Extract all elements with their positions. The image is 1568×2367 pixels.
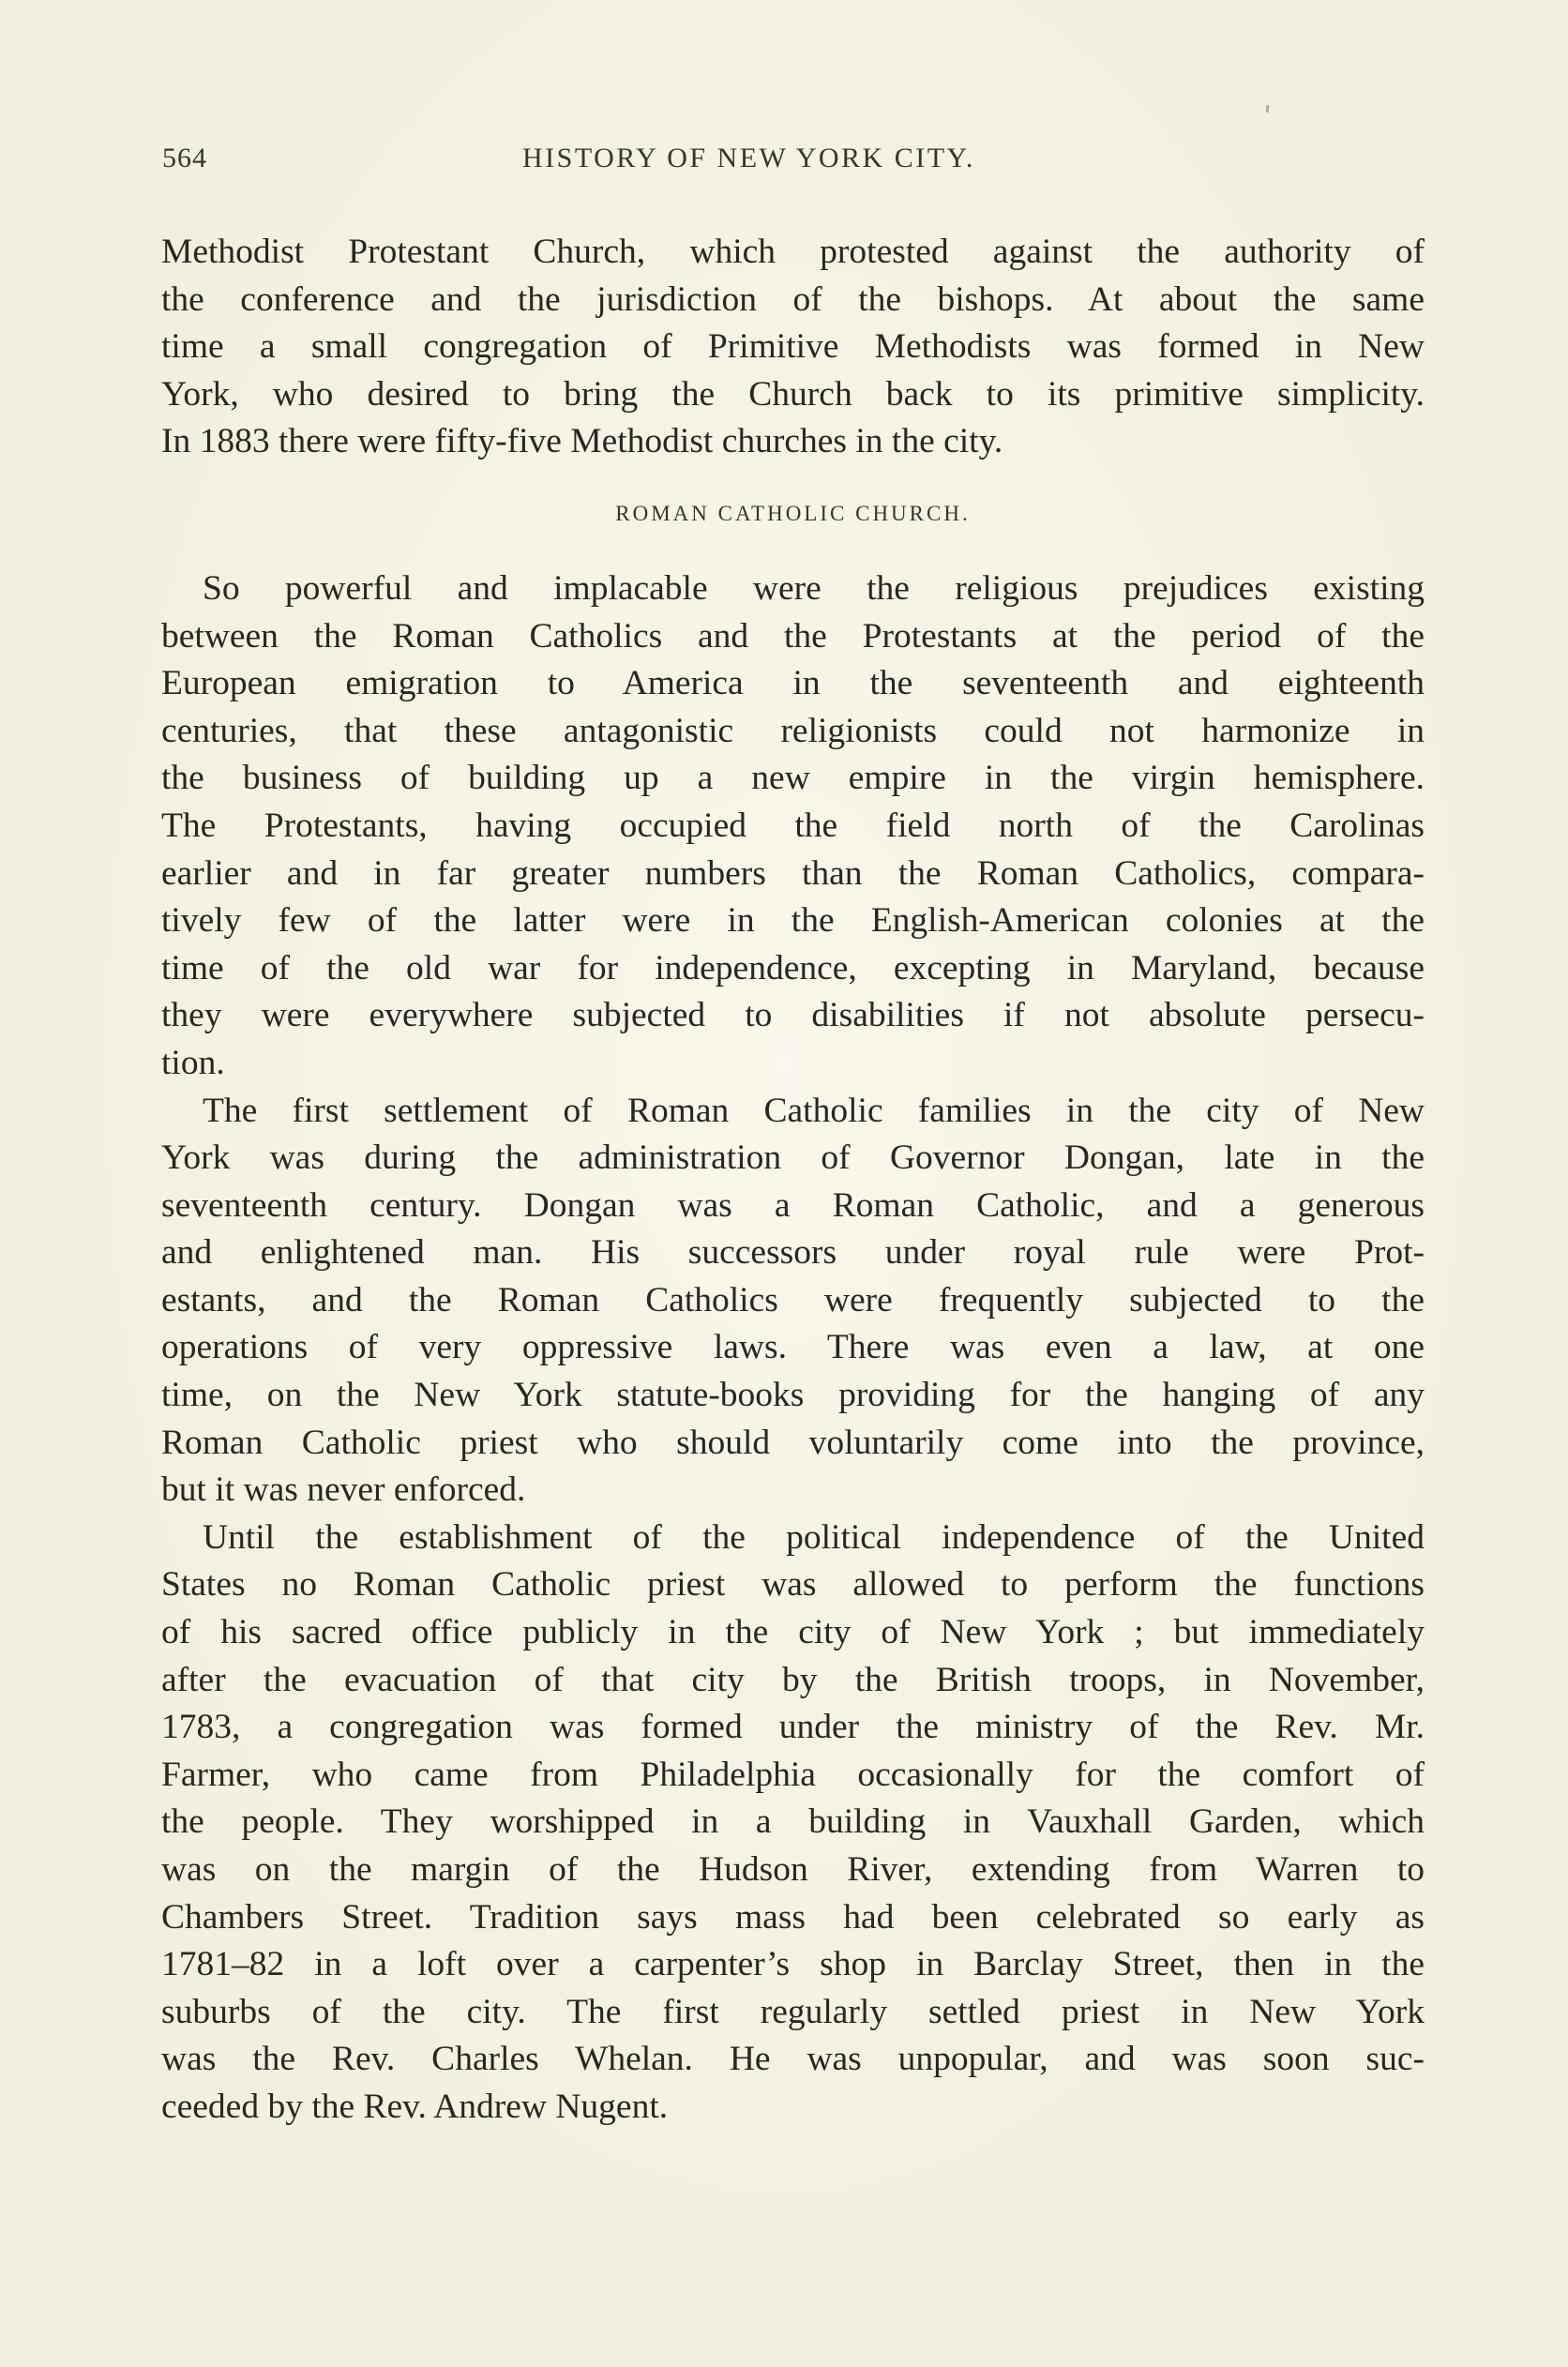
text-line: estants, and the Roman Catholics were frequently subjected to the xyxy=(161,1280,1425,1319)
paragraph-3 xyxy=(161,1515,1425,2132)
text-line: ceeded by the Rev. Andrew Nugent. xyxy=(161,2087,669,2126)
text-line: suburbs of the city. The first regularly settled priest in New York xyxy=(161,1992,1425,2031)
paragraph-2 xyxy=(161,1088,1425,1515)
print-speck xyxy=(1266,105,1269,113)
text-line: after the evacuation of that city by the British troops, in November, xyxy=(161,1660,1425,1699)
text-line: 1783, a congregation was formed under the ministry of the Rev. Mr. xyxy=(161,1708,1425,1747)
text-line: the business of building up a new empire in the virgin hemisphere. xyxy=(161,759,1425,798)
text-line: was the Rev. Charles Whelan. He was unpopular, and was soon suc- xyxy=(161,2040,1425,2079)
text-line: time of the old war for independence, excepting in Maryland, because xyxy=(161,948,1425,988)
text-line: tively few of the latter were in the English-American colonies at the xyxy=(161,901,1425,941)
text-line: The first settlement of Roman Catholic families in the city of New xyxy=(203,1091,1425,1130)
text-line: operations of very oppressive laws. There was even a law, at one xyxy=(161,1328,1425,1367)
section-heading: ROMAN CATHOLIC CHURCH. xyxy=(615,501,971,525)
text-line: Methodist Protestant Church, which protested against the authority of xyxy=(161,233,1425,271)
text-line: time a small congregation of Primitive Methodists was formed in New xyxy=(161,327,1425,367)
text-line: seventeenth century. Dongan was a Roman Catholic, and a generous xyxy=(161,1185,1425,1225)
paragraph-1 xyxy=(161,565,1425,1088)
text-line: but it was never enforced. xyxy=(161,1470,526,1510)
text-line: the conference and the jurisdiction of the bishops. At about the same xyxy=(161,279,1425,319)
text-line: was on the margin of the Hudson River, extending from Warren to xyxy=(161,1850,1425,1889)
text-line: York, who desired to bring the Church back to its primitive simplicity. xyxy=(161,374,1425,414)
text-line: Roman Catholic priest who should voluntarily come into the province, xyxy=(161,1423,1425,1462)
text-line: of his sacred office publicly in the city of New York ; but immediately xyxy=(161,1613,1425,1652)
text-line: they were everywhere subjected to disabilities if not absolute persecu- xyxy=(161,996,1425,1035)
text-line: States no Roman Catholic priest was allowed to perform the functions xyxy=(161,1565,1425,1605)
page-number: 564 xyxy=(162,143,207,173)
page-header xyxy=(162,143,1417,189)
text-line: York was during the administration of Governor Dongan, late in the xyxy=(161,1138,1425,1178)
text-line: In 1883 there were fifty-five Methodist churches in the city. xyxy=(161,422,1003,461)
text-line: tion. xyxy=(161,1043,225,1082)
text-line: earlier and in far greater numbers than the Roman Catholics, compara- xyxy=(161,853,1425,893)
text-line: European emigration to America in the seventeenth and eighteenth xyxy=(161,664,1425,703)
text-line: and enlightened man. His successors under royal rule were Prot- xyxy=(161,1233,1425,1273)
text-line: the people. They worshipped in a building in Vauxhall Garden, which xyxy=(161,1802,1425,1842)
text-line: So powerful and implacable were the religious prejudices existing xyxy=(203,568,1425,608)
text-line: time, on the New York statute-books providing for the hanging of any xyxy=(161,1376,1425,1415)
text-line: The Protestants, having occupied the field north of the Carolinas xyxy=(161,806,1425,845)
text-line: 1781–82 in a loft over a carpenter’s shop in Barclay Street, then in the xyxy=(161,1945,1425,1984)
text-line: Chambers Street. Tradition says mass had been celebrated so early as xyxy=(161,1897,1425,1937)
body-text xyxy=(161,229,1425,2132)
text-line: Farmer, who came from Philadelphia occasionally for the comfort of xyxy=(161,1755,1425,1794)
text-line: centuries, that these antagonistic religionists could not harmonize in xyxy=(161,711,1425,750)
text-line: Until the establishment of the political independence of the United xyxy=(203,1517,1425,1557)
paragraph-intro xyxy=(161,229,1425,466)
text-line: between the Roman Catholics and the Protestants at the period of the xyxy=(161,616,1425,656)
running-head: HISTORY OF NEW YORK CITY. xyxy=(522,143,975,173)
